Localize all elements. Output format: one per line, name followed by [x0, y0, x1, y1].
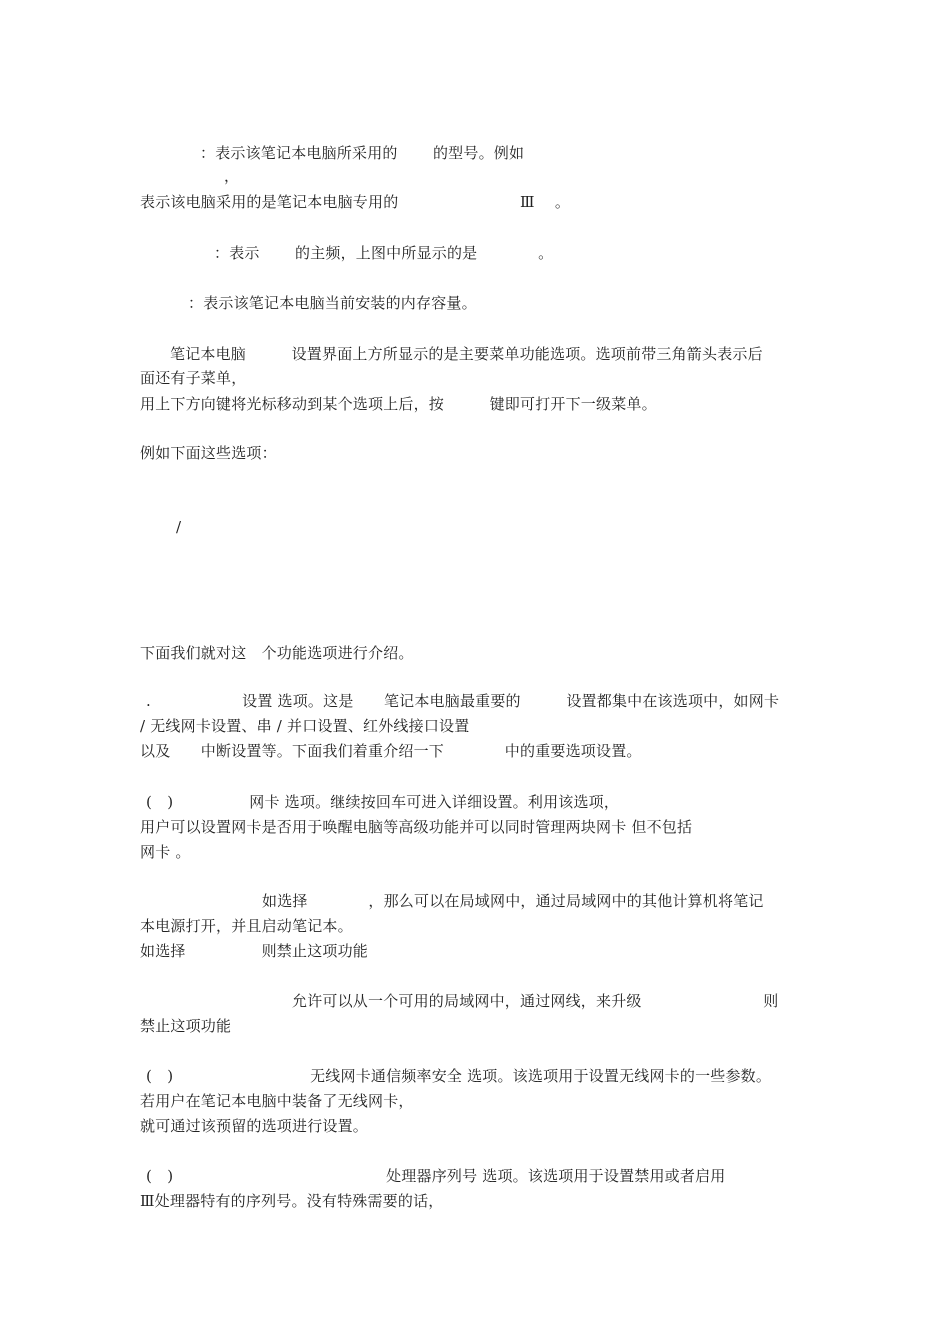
- lan-update-text: 允许可以从一个可用的局域网中，通过网线，来升级 则: [292, 992, 779, 1010]
- section-1-text-3: 以及 中断设置等。下面我们着重介绍一下 中的重要选项设置。: [140, 742, 642, 760]
- subsection-2-heading: ( ) 无线网卡通信频率安全 选项。该选项用于设置无线网卡的一些参数。: [146, 1067, 772, 1085]
- cpu-type-text-2: 表示该电脑采用的是笔记本电脑专用的 Ⅲ 。: [140, 193, 571, 211]
- subsection-3-heading: ( ) 处理器序列号 选项。该选项用于设置禁用或者启用: [146, 1167, 726, 1185]
- menu-intro-text-3: 用上下方向键将光标移动到某个选项上后，按 键即可打开下一级菜单。: [140, 395, 657, 413]
- cpu-frequency-text: ：表示 的主频，上图中所显示的是 。: [214, 244, 554, 262]
- example-text: 例如下面这些选项：: [140, 444, 277, 462]
- memory-text: ：表示该笔记本电脑当前安装的内存容量。: [188, 294, 477, 312]
- wake-on-lan-text-3: 如选择 则禁止这项功能: [140, 942, 369, 960]
- slash-text: /: [176, 518, 182, 536]
- intro-options-text: 下面我们就对这 个功能选项进行介绍。: [140, 644, 414, 662]
- wake-on-lan-text: 如选择 ，那么可以在局域网中，通过局域网中的其他计算机将笔记: [262, 892, 764, 910]
- cpu-type-comma: ，: [224, 167, 240, 185]
- subsection-2-text-3: 就可通过该预留的选项进行设置。: [140, 1117, 369, 1135]
- subsection-1-heading: ( ) 网卡 选项。继续按回车可进入详细设置。利用该选项，: [146, 793, 620, 811]
- subsection-1-text-2: 用户可以设置网卡是否用于唤醒电脑等高级功能并可以同时管理两块网卡 但不包括: [140, 818, 693, 836]
- section-1-text-2: / 无线网卡设置、串 / 并口设置、红外线接口设置: [140, 717, 470, 735]
- subsection-1-text-3: 网卡 。: [140, 843, 191, 861]
- subsection-2-text-2: 若用户在笔记本电脑中装备了无线网卡，: [140, 1092, 414, 1110]
- lan-update-text-2: 禁止这项功能: [140, 1017, 232, 1035]
- section-1-heading: . 设置 选项。这是 笔记本电脑最重要的 设置都集中在该选项中，如网卡: [146, 692, 780, 710]
- menu-intro-text: 笔记本电脑 设置界面上方所显示的是主要菜单功能选项。选项前带三角箭头表示后: [170, 345, 763, 363]
- subsection-3-text-2: Ⅲ处理器特有的序列号。没有特殊需要的话，: [140, 1192, 444, 1210]
- menu-intro-text-2: 面还有子菜单，: [140, 369, 247, 387]
- wake-on-lan-text-2: 本电源打开，并且启动笔记本。: [140, 917, 353, 935]
- cpu-type-text: ：表示该笔记本电脑所采用的 的型号。例如: [200, 144, 525, 162]
